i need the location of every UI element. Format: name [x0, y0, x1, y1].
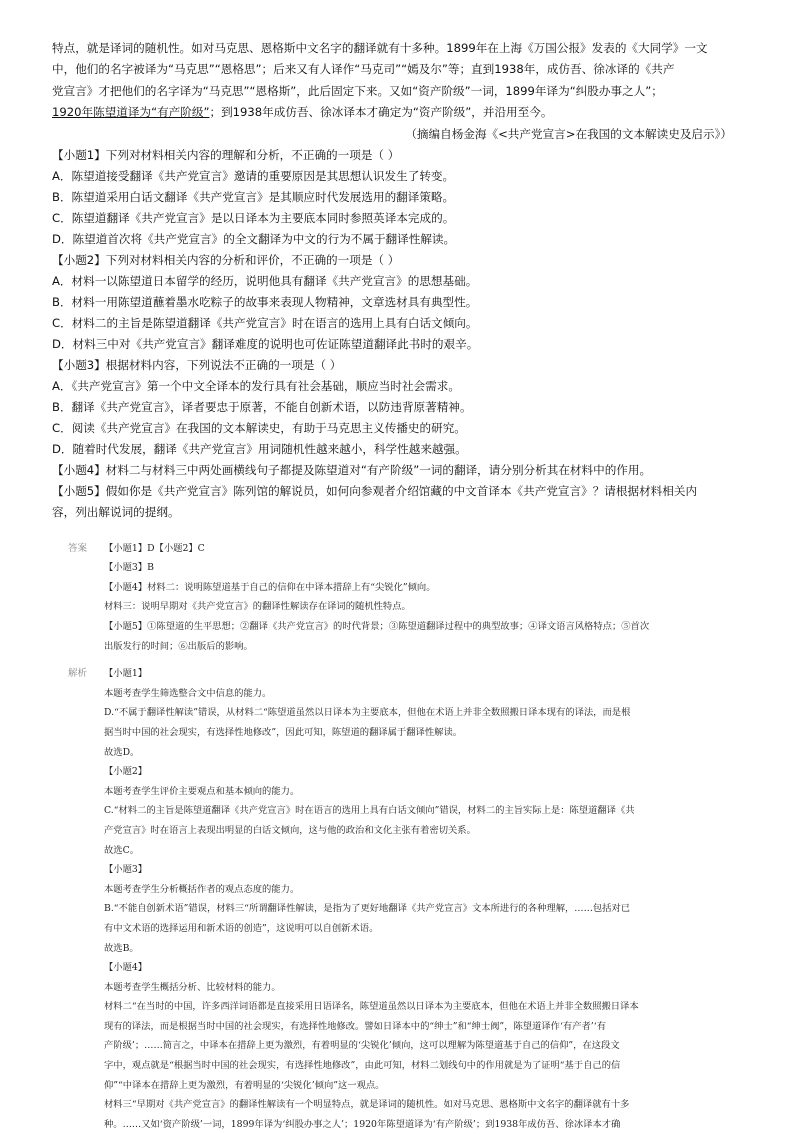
passage-line — [52, 102, 742, 123]
analysis-line: 【小题1】 — [104, 668, 148, 680]
analysis-line: 有中文术语的选择运用和新术语的创造”，这说明可以自创新术语。 — [104, 922, 379, 934]
analysis-section — [52, 664, 742, 1134]
analysis-line: 本题考查学生分析概括作者的观点态度的能力。 — [104, 883, 300, 895]
passage-line: 中，他们的名字被译为“马克思”“恩格思”；后来又有人译作“马克司”“嫣及尔”等；直到1938年，成仿吾、徐冰译的《共产 — [52, 62, 675, 77]
underlined-sentence: 1920年陈望道译为“有产阶级” — [52, 105, 210, 120]
questions — [52, 145, 742, 523]
analysis-line: 产阶级’；……简言之，中译本在措辞上更为激烈，有着明显的‘尖锐化’倾向，这可以理解为陈望道基于自己的信仰”，在这段文 — [104, 1040, 620, 1052]
passage-line-rest: ；到1938年成仿吾、徐冰译本才确定为“资产阶级”，并沿用至今。 — [209, 105, 553, 120]
analysis-line: 故选C。 — [104, 844, 140, 856]
question-1: 【小题1】下列对材料相关内容的理解和分析，不正确的一项是（ ） — [52, 147, 400, 162]
passage-line: 特点，就是译词的随机性。如对马克思、恩格斯中文名字的翻译就有十多种。1899年在上海《万国公报》发表的《大同学》一文 — [52, 41, 708, 55]
analysis-label: 解析 — [68, 668, 88, 680]
question-2-option-a: A．材料一以陈望道日本留学的经历，说明他具有翻译《共产党宣言》的思想基础。 — [52, 273, 478, 288]
question-4: 【小题4】材料二与材料三中两处画横线句子都提及陈望道对“有产阶级”一词的翻译，请分别分析其在材料中的作用。 — [52, 462, 652, 477]
analysis-body — [104, 664, 742, 1134]
analysis-line: 故选D。 — [104, 746, 140, 758]
answer-section — [52, 539, 742, 657]
analysis-line: 字中，观点就是“根据当时中国的社会现实，有选择性地修改”，由此可知，材料二划线句中的作用就是为了证明“基于自己的信 — [104, 1060, 621, 1072]
question-3-option-a: A．《共产党宣言》第一个中文全译本的发行具有社会基础，顺应当时社会需求。 — [52, 378, 460, 393]
question-5-cont: 容，列出解说词的提纲。 — [52, 504, 180, 519]
analysis-line: 种。……又如‘资产阶级’一词，1899年译为‘纠股办事之人’；1920年陈望道译为‘有产阶级’；到1938年成仿吾、徐冰译本才确 — [104, 1118, 621, 1130]
question-3-option-c: C．阅读《共产党宣言》在我国的文本解读史，有助于马克思主义传播史的研究。 — [52, 420, 466, 435]
answer-line: 【小题4】材料二：说明陈望道基于自己的信仰在中译本措辞上有“尖锐化”倾向。 — [104, 581, 436, 593]
passage-line: 党宣言》才把他们的名字译为“马克思”“恩格斯”，此后固定下来。又如“资产阶级”一词，1899年译为“纠股办事之人”； — [52, 83, 663, 98]
answer-body — [104, 539, 742, 657]
passage-source: （摘编自杨金海《<共产党宣言>在我国的文本解读史及启示》） — [405, 126, 732, 141]
analysis-line: B.“不能自创新术语”错误，材料三“所谓翻译性解读，是指为了更好地翻译《共产党宣言》文本所进行的各种理解，……包括对已 — [104, 903, 631, 915]
analysis-line: 本题考查学生评价主要观点和基本倾向的能力。 — [104, 785, 300, 797]
question-1-option-b: B．陈望道采用白话文翻译《共产党宣言》是其顺应时代发展选用的翻译策略。 — [52, 189, 455, 204]
answer-label: 答案 — [68, 542, 88, 554]
analysis-line: 材料三“早期对《共产党宣言》的翻译性解读有一个明显特点，就是译词的随机性。如对马克思、恩格斯中文名字的翻译就有十多 — [104, 1099, 630, 1111]
answer-line: 【小题3】B — [104, 562, 154, 574]
question-2-option-b: B．材料一用陈望道蘸着墨水吃粽子的故事来表现人物精神，文章选材具有典型性。 — [52, 294, 478, 309]
analysis-line: 产党宣言》时在语言上表现出明显的白话文倾向，这与他的政治和文化主张有着密切关系。 — [104, 824, 476, 836]
answer-line: 材料三：说明早期对《共产党宣言》的翻译性解读存在译词的随机性特点。 — [104, 601, 411, 613]
analysis-line: 【小题4】 — [104, 962, 148, 974]
question-1-option-d: D．陈望道首次将《共产党宣言》的全文翻译为中文的行为不属于翻译性解读。 — [52, 231, 456, 246]
analysis-line: 本题考查学生筛选整合文中信息的能力。 — [104, 687, 272, 699]
question-3: 【小题3】根据材料内容，下列说法不正确的一项是（ ） — [52, 357, 342, 372]
question-2-option-c: C．材料二的主旨是陈望道翻译《共产党宣言》时在语言的选用上具有白话文倾向。 — [52, 315, 478, 330]
analysis-line: 故选B。 — [104, 942, 139, 954]
passage — [52, 38, 742, 145]
analysis-line: D.“不属于翻译性解读”错误，从材料二“陈望道虽然以日译本为主要底本，但他在术语上并非全数照搬日译本现有的译法，而是根 — [104, 707, 631, 719]
question-1-option-a: A．陈望道接受翻译《共产党宣言》邀请的重要原因是其思想认识发生了转变。 — [52, 168, 455, 183]
question-5: 【小题5】假如你是《共产党宣言》陈列馆的解说员，如何向参观者介绍馆藏的中文首译本《共产党宣言》？请根据材料相关内 — [52, 483, 698, 498]
analysis-line: 现有的译法，而是根据当时中国的社会现实，有选择性地修改。譬如日译本中的“绅士”和“绅士阀”，陈望道译作‘有产者’‘有 — [104, 1020, 607, 1032]
question-2-option-d: D．材料三中对《共产党宣言》翻译难度的说明也可佐证陈望道翻译此书时的艰辛。 — [52, 336, 479, 351]
analysis-line: 据当时中国的社会现实，有选择性地修改”，因此可知，陈望道的翻译属于翻译性解读。 — [104, 726, 463, 738]
analysis-line: 本题考查学生概括分析、比较材料的能力。 — [104, 981, 281, 993]
answer-line: 出版发行的时间；⑥出版后的影响。 — [104, 640, 253, 652]
question-3-option-b: B．翻译《共产党宣言》，译者要忠于原著，不能自创新术语，以防违背原著精神。 — [52, 399, 472, 414]
analysis-line: 材料二“在当时的中国，许多西洋词语都是直接采用日语译名，陈望道虽然以日译本为主要底本，但他在术语上并非全数照搬日译本 — [104, 1001, 639, 1013]
question-2: 【小题2】下列对材料相关内容的分析和评价，不正确的一项是（ ） — [52, 252, 400, 267]
analysis-line: 【小题3】 — [104, 864, 148, 876]
analysis-line: 仰”“中译本在措辞上更为激烈，有着明显的‘尖锐化’倾向”这一观点。 — [104, 1079, 385, 1091]
question-1-option-c: C．陈望道翻译《共产党宣言》是以日译本为主要底本同时参照英译本完成的。 — [52, 210, 455, 225]
answer-line: 【小题1】D【小题2】C — [104, 542, 205, 554]
analysis-line: 【小题2】 — [104, 766, 148, 778]
analysis-line: C.“材料二的主旨是陈望道翻译《共产党宣言》时在语言的选用上具有白话文倾向”错误，材料二的主旨实际上是：陈望道翻译《共 — [104, 805, 635, 817]
question-3-option-d: D．随着时代发展，翻译《共产党宣言》用词随机性越来越小，科学性越来越强。 — [52, 441, 467, 456]
answer-line: 【小题5】①陈望道的生平思想；②翻译《共产党宣言》的时代背景；③陈望道翻译过程中的典型故事；④译文语言风格特点；⑤首次 — [104, 621, 650, 632]
